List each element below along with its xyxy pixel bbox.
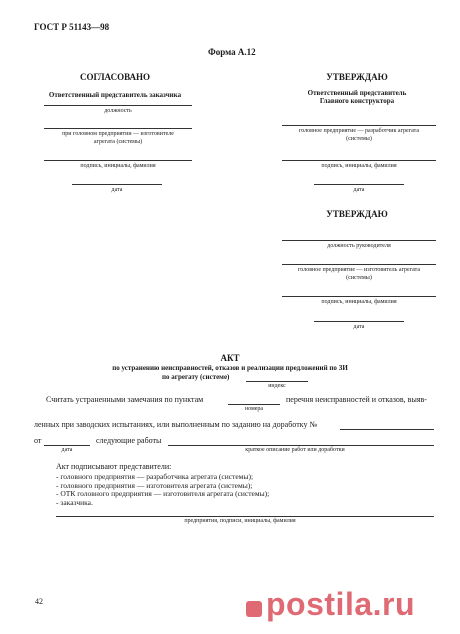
caption-signature: подпись, инициалы, фамилия <box>321 299 397 305</box>
act-line3-from: от <box>34 436 42 445</box>
act-title: АКТ <box>220 353 240 363</box>
date-line <box>72 184 162 185</box>
approve-heading-2: УТВЕРЖДАЮ <box>326 209 388 219</box>
works-line <box>168 445 434 446</box>
signature-line <box>282 160 436 161</box>
enterprise-line <box>44 128 192 129</box>
caption-enterprise-1: головное предприятие — изготовитель агрегата <box>297 267 421 273</box>
caption-enterprise-1: при головном предприятии — изготовителе <box>62 131 174 137</box>
caption-signature: подпись, инициалы, фамилия <box>80 163 156 169</box>
caption-description: краткое описание работ или доработки <box>245 447 345 453</box>
signer-item: - головного предприятия — разработчика агрегата (системы); <box>56 472 254 481</box>
caption-date: дата <box>353 187 365 193</box>
position-line <box>44 105 192 106</box>
caption-enterprise-2: (системы) <box>346 136 372 142</box>
approve-sub-1a: Ответственный представитель <box>307 89 407 97</box>
caption-position: должность руководителя <box>327 243 391 249</box>
enterprise-line <box>282 125 436 126</box>
signer-item: - головного предприятия — изготовителя агрегата (системы); <box>56 480 253 490</box>
act-line1-a: Считать устраненными замечания по пунктам <box>46 395 204 404</box>
caption-enterprise-2: агрегата (системы) <box>93 139 143 145</box>
caption-date: дата <box>353 324 365 330</box>
index-line <box>246 381 308 382</box>
watermark-text: postila.ru <box>266 586 416 622</box>
caption-position: должность <box>104 108 132 114</box>
caption-bottom: предприятия, подписи, инициалы, фамилия <box>184 518 296 524</box>
approve-heading-1: УТВЕРЖДАЮ <box>326 72 388 82</box>
date-line <box>314 321 404 322</box>
signature-line <box>44 160 192 161</box>
act-line3-works: следующие работы <box>96 436 162 445</box>
caption-number: номера <box>244 406 264 412</box>
caption-index: индекс <box>268 383 286 389</box>
act-subtitle-1: по устранению неисправностей, отказов и реализации предложений по ЗИ <box>112 364 348 372</box>
signatures-line <box>56 516 434 517</box>
assignment-line <box>340 429 434 430</box>
signer-item: - ОТК головного предприятия — изготовителя агрегата (системы); <box>56 489 270 498</box>
items-line <box>228 404 280 405</box>
act-line2-a: ленных при заводских испытаниях, или выполненным по заданию на доработку № <box>34 420 318 429</box>
caption-signature: подпись, инициалы, фамилия <box>321 163 397 169</box>
watermark-logo-icon <box>246 601 262 617</box>
page-number: 42 <box>35 597 43 606</box>
standard-code: ГОСТ Р 51143—98 <box>34 22 110 32</box>
caption-enterprise-2: (системы) <box>346 275 372 281</box>
agreed-heading: СОГЛАСОВАНО <box>79 72 151 82</box>
caption-act-date: дата <box>61 447 73 453</box>
approve-sub-1b: Главного конструктора <box>319 97 395 105</box>
signers-list <box>56 473 269 507</box>
act-line1-b: перечня неисправностей и отказов, выяв- <box>286 395 427 404</box>
signers-intro: Акт подписывают представители: <box>56 462 172 471</box>
agreed-subheading: Ответственный представитель заказчика <box>48 91 182 99</box>
signature-line <box>282 296 436 297</box>
caption-enterprise-1: головное предприятие — разработчик агрегата <box>298 128 420 134</box>
act-subtitle-2: по агрегату (системе) <box>162 373 230 381</box>
position-line <box>282 240 436 241</box>
from-date-line <box>44 445 90 446</box>
enterprise-line <box>282 264 436 265</box>
caption-date: дата <box>111 187 123 193</box>
form-title: Форма А.12 <box>208 47 256 57</box>
date-line <box>314 184 404 185</box>
signer-item: - заказчика. <box>56 497 93 507</box>
